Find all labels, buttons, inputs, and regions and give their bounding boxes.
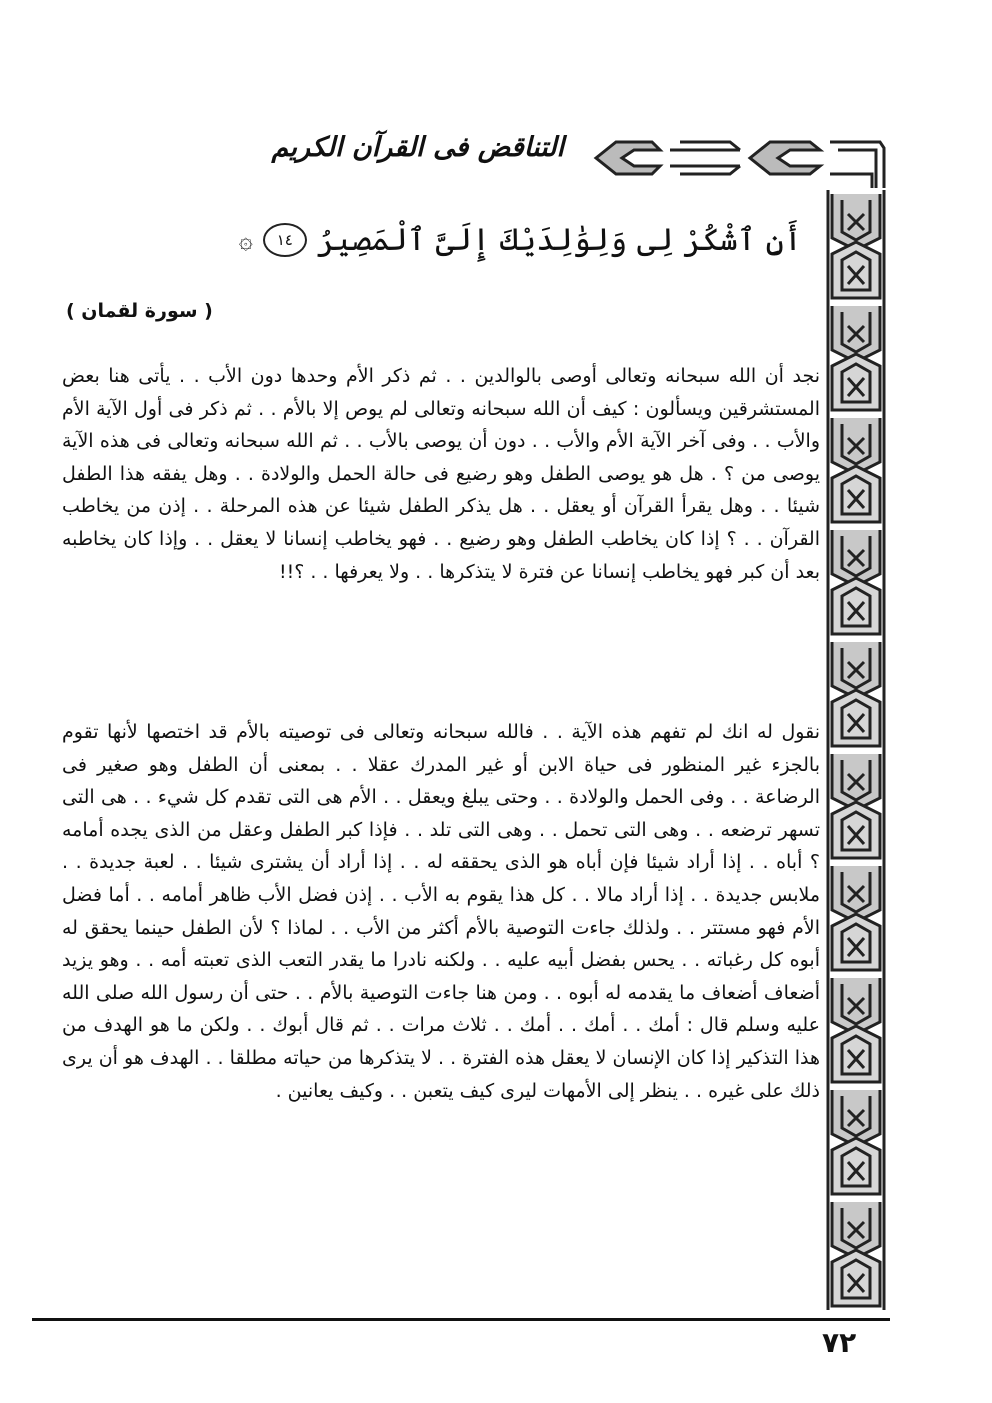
surah-reference: ( سورة لقمان ) bbox=[66, 300, 213, 322]
page-header-title: التناقض فى القرآن الكريم bbox=[271, 132, 564, 163]
body-paragraph-1: نجد أن الله سبحانه وتعالى أوصى بالوالدين . . ثم ذكر الأم وحدها دون الأب . . يأتى هنا بعض المستشرقين ويسألون : كيف أن الله سبحانه وتعالى لم يوص إلا بالأم . . ثم ذكر فى أول الآية الأم والأب . . وفى آخر الآية الأم والأب . . دون أن يوصى بالأب . . ثم الله سبحانه وتعالى فى هذه الآية يوصى من ؟ . هل هو يوصى الطفل وهو رضيع فى حالة الحمل والولادة . . وهل يفقه هذا الطفل شيئا . . وهل يقرأ القرآن أو يعقل . . هل يذكر الطفل شيئا عن هذه المرحلة . . إذن من يخاطب القرآن . . ؟ إذا كان يخاطب الطفل وهو رضيع . . فهو يخاطب إنسانا لا يعقل . . وإذا كان يخاطبه بعد أن كبر فهو يخاطب إنسانا عن فترة لا يتذكرها . . ولا يعرفها . . ؟!! bbox=[62, 365, 820, 583]
ornament-top-border-icon bbox=[590, 128, 890, 188]
ornament-right-border-icon bbox=[822, 190, 890, 1310]
page-number: ٧٢ bbox=[822, 1326, 857, 1359]
rub-el-hizb-icon: ۞ bbox=[238, 226, 253, 254]
footer-divider bbox=[32, 1318, 890, 1321]
ayah-number-marker: ١٤ bbox=[263, 223, 307, 257]
body-paragraph-2: نقول له انك لم تفهم هذه الآية . . فالله سبحانه وتعالى فى توصيته بالأم قد اختصها لأنها تقوم بالجزء غير المنظور فى حياة الابن أو غير المدرك عقلا . . بمعنى أن الطفل وهو صغير فى الرضاعة . . وفى الحمل والولادة . . وحتى يبلغ ويعقل . . الأم هى التى تقدم كل شيء . . هى التى تسهر ترضعه . . وهى التى تحمل . . وهى التى تلد . . فإذا كبر الطفل وعقل من الذى يجده أمامه ؟ أباه . . إذا أراد شيئا فإن أباه هو الذى يحققه له . . إذا أراد أن يشترى شيئا . . لعبة جديدة . . ملابس جديدة . . إذا أراد مالا . . كل هذا يقوم به الأب . . إذن فضل الأب ظاهر أمامه . . أما فضل الأم فهو مستتر . . ولذلك جاءت التوصية بالأم أكثر من الأب . . لماذا ؟ لأن الطفل حينما يحقق له أبوه كل رغباته . . يحس بفضل أبيه عليه . . ولكنه نادرا ما يقدر التعب الذى تعبته أمه . . وهو يزيد أضعاف أضعاف ما يقدمه له أبوه . . ومن هنا جاءت التوصية بالأم . . حتى أن رسول الله صلى الله عليه وسلم قال : أمك . . أمك . . أمك . . ثلاث مرات . . ثم قال أبوك . . ولكن ما هو الهدف من هذا التذكير إذا كان الإنسان لا يعقل هذه الفترة . . لا يتذكرها من حياته مطلقا . . الهدف هو أن يرى ذلك على غيره . . ينظر إلى الأمهات ليرى كيف يتعبن . . وكيف يعانين . bbox=[62, 721, 820, 1102]
quran-verse bbox=[239, 222, 802, 258]
verse-text: أَنِ ٱشْكُرْ لِى وَلِوَٰلِدَيْكَ إِلَىَّ ٱلْمَصِيرُ bbox=[316, 222, 802, 258]
